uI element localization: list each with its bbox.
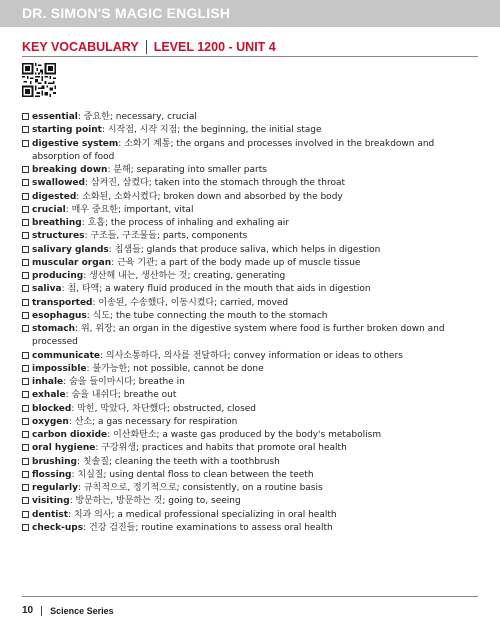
vocab-definition: : 이산화탄소; a waste gas produced by the body's metabolism: [107, 430, 382, 440]
vocab-item: [22, 376, 480, 389]
vocab-item: [22, 429, 480, 442]
vocab-term: swallowed: [32, 178, 85, 189]
checkbox[interactable]: [22, 405, 29, 412]
vocab-term: crucial: [32, 204, 66, 215]
vocab-definition: : 위, 위장; an organ in the digestive system where food is further broken down and processed: [32, 324, 445, 348]
vocab-definition: : 삼켜진, 삼켰다; taken into the stomach through the throat: [84, 178, 346, 189]
vocab-item: [22, 283, 480, 296]
vocab-item: [22, 177, 480, 190]
vocab-definition: : 분해; separating into smaller parts: [107, 165, 267, 175]
vocab-term: saliva: [32, 284, 62, 295]
vocab-item: [22, 469, 480, 482]
vocab-item: [22, 416, 480, 429]
vocab-term: oral hygiene: [32, 443, 96, 454]
checkbox[interactable]: [22, 312, 29, 319]
vocab-term: starting point: [32, 125, 102, 136]
vocab-item: [22, 230, 480, 243]
checkbox[interactable]: [22, 206, 29, 213]
vocab-item: [22, 297, 480, 310]
vocab-definition: : 침, 타액; a watery fluid produced in the mouth that aids in digestion: [61, 284, 371, 295]
vocab-definition: : 건강 검진들; routine examinations to assess oral health: [83, 522, 333, 533]
vocab-definition: : 방문하는, 방문하는 것; going to, seeing: [69, 496, 241, 507]
checkbox[interactable]: [22, 179, 29, 186]
vocab-term: inhale: [32, 377, 64, 387]
checkbox[interactable]: [22, 365, 29, 372]
vocab-term: regularly: [32, 483, 78, 493]
vocab-definition: : 구강위생; practices and habits that promote oral health: [95, 443, 347, 454]
vocab-item: [22, 509, 480, 522]
vocab-term: visiting: [32, 496, 70, 507]
vocab-item: [22, 403, 480, 416]
vocab-definition: : 생산해 내는, 생산하는 것; creating, generating: [83, 271, 286, 281]
vocab-definition: : 의사소통하다, 의사를 전달하다; convey information or ideas to others: [100, 350, 403, 361]
vocab-item: [22, 389, 480, 402]
vocab-term: communicate: [32, 350, 100, 361]
vocab-definition: : 규칙적으로, 정기적으로; consistently, on a routine basis: [77, 483, 323, 493]
vocab-item: [22, 111, 480, 124]
vocab-term: muscular organ: [32, 257, 112, 268]
header-rule: [22, 56, 478, 57]
vocab-definition: : 숨을 들이마시다; breathe in: [63, 377, 185, 387]
checkbox[interactable]: [22, 246, 29, 253]
vocab-item: [22, 191, 480, 204]
vocab-term: digestive system: [32, 138, 119, 149]
vocab-item: [22, 217, 480, 230]
footer-divider: [41, 606, 42, 616]
section-title: KEY VOCABULARY: [22, 40, 139, 54]
vocab-item: [22, 456, 480, 469]
checkbox[interactable]: [22, 524, 29, 531]
vocab-term: producing: [32, 271, 84, 281]
vocab-term: carbon dioxide: [32, 430, 108, 440]
checkbox[interactable]: [22, 272, 29, 279]
vocab-item: [22, 323, 480, 350]
vocab-definition: : 불가능한; not possible, cannot be done: [86, 363, 264, 374]
checkbox[interactable]: [22, 352, 29, 359]
vocab-item: [22, 204, 480, 217]
checkbox[interactable]: [22, 458, 29, 465]
vocab-definition: : 칫솔질; cleaning the teeth with a toothbrush: [77, 456, 280, 467]
checkbox[interactable]: [22, 484, 29, 491]
vocab-definition: : 막힌, 막았다, 차단했다; obstructed, closed: [71, 403, 257, 414]
vocab-term: blocked: [32, 403, 72, 414]
vocab-definition: : 소화기 계통; the organs and processes involved in the breakdown and absorption of food: [32, 138, 435, 162]
vocab-item: [22, 310, 480, 323]
checkbox[interactable]: [22, 511, 29, 518]
vocab-term: transported: [32, 297, 93, 308]
checkbox[interactable]: [22, 299, 29, 306]
section-divider: [146, 40, 147, 54]
vocab-definition: : 식도; the tube connecting the mouth to the stomach: [86, 310, 328, 321]
vocab-definition: : 구조들, 구조물들; parts, components: [84, 231, 248, 242]
vocab-definition: : 호흡; the process of inhaling and exhaling air: [81, 218, 289, 228]
checkbox[interactable]: [22, 232, 29, 239]
vocab-item: [22, 257, 480, 270]
page-number: 10: [22, 605, 34, 616]
vocab-term: structures: [32, 231, 85, 242]
vocab-definition: : 매우 중요한; important, vital: [65, 204, 194, 215]
vocab-term: digested: [32, 191, 77, 202]
vocab-definition: : 이송된, 수송했다, 이동시켰다; carried, moved: [92, 297, 289, 308]
vocab-item: [22, 482, 480, 495]
vocab-item: [22, 244, 480, 257]
vocab-term: breathing: [32, 218, 82, 228]
vocab-term: salivary glands: [32, 244, 109, 255]
checkbox[interactable]: [22, 193, 29, 200]
qr-code-icon[interactable]: [22, 63, 56, 97]
checkbox[interactable]: [22, 325, 29, 332]
vocab-item: [22, 350, 480, 363]
checkbox[interactable]: [22, 471, 29, 478]
vocabulary-list: [22, 111, 480, 535]
checkbox[interactable]: [22, 391, 29, 398]
checkbox[interactable]: [22, 259, 29, 266]
checkbox[interactable]: [22, 497, 29, 504]
vocab-term: breaking down: [32, 165, 108, 175]
vocab-term: impossible: [32, 363, 87, 374]
checkbox[interactable]: [22, 140, 29, 147]
vocab-definition: : 숨을 내쉬다; breathe out: [65, 390, 177, 401]
checkbox[interactable]: [22, 219, 29, 226]
checkbox[interactable]: [22, 378, 29, 385]
vocab-item: [22, 164, 480, 177]
vocab-item: [22, 363, 480, 376]
vocab-term: dentist: [32, 509, 68, 520]
vocab-term: stomach: [32, 324, 76, 334]
vocab-item: [22, 522, 480, 535]
vocab-definition: : 소화된, 소화시켰다; broken down and absorbed by the body: [76, 191, 343, 202]
vocab-item: [22, 270, 480, 283]
vocab-term: essential: [32, 112, 78, 122]
vocab-definition: : 침샘들; glands that produce saliva, which helps in digestion: [108, 244, 381, 255]
vocab-definition: : 시작점, 시작 지점; the beginning, the initial stage: [101, 125, 322, 136]
series-name: Science Series: [50, 605, 114, 616]
vocab-term: flossing: [32, 469, 72, 480]
vocab-definition: : 근육 기관; a part of the body made up of muscle tissue: [111, 257, 361, 268]
checkbox[interactable]: [22, 431, 29, 438]
vocab-definition: : 치실질; using dental floss to clean between the teeth: [71, 469, 314, 480]
vocab-definition: : 산소; a gas necessary for respiration: [68, 416, 238, 427]
checkbox[interactable]: [22, 444, 29, 451]
vocab-item: [22, 124, 480, 137]
page-footer: [22, 605, 114, 616]
vocab-item: [22, 138, 480, 165]
vocab-item: [22, 495, 480, 508]
vocab-term: brushing: [32, 456, 77, 467]
checkbox[interactable]: [22, 418, 29, 425]
section-heading: [22, 39, 276, 55]
vocab-term: check-ups: [32, 522, 84, 533]
header-title: DR. SIMON'S MAGIC ENGLISH: [22, 5, 231, 21]
checkbox[interactable]: [22, 166, 29, 173]
vocab-term: exhale: [32, 390, 66, 401]
vocab-definition: : 중요한; necessary, crucial: [77, 112, 197, 122]
checkbox[interactable]: [22, 126, 29, 133]
page-header: [0, 0, 500, 27]
vocab-term: oxygen: [32, 416, 69, 427]
section-level: LEVEL 1200 - UNIT 4: [153, 40, 276, 54]
vocab-term: esophagus: [32, 310, 87, 321]
checkbox[interactable]: [22, 285, 29, 292]
footer-rule: [22, 596, 478, 597]
vocab-item: [22, 442, 480, 455]
checkbox[interactable]: [22, 113, 29, 120]
vocab-definition: : 치과 의사; a medical professional specializing in oral health: [68, 509, 337, 520]
